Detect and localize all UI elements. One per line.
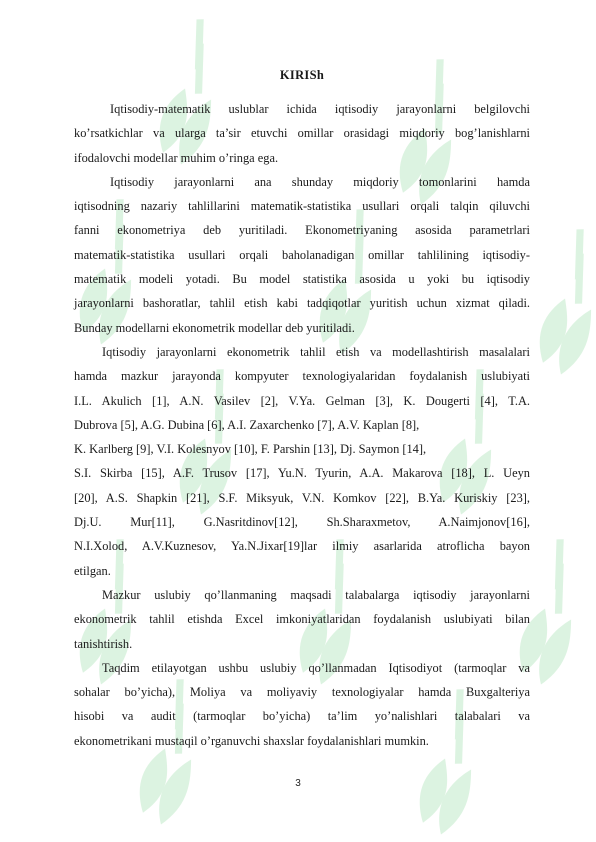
text-line: hamda mazkur jarayonda kompyuter texnologiyalaridan foydalanish uslubiyati [74, 369, 530, 384]
text-line: K. Karlberg [9], V.I. Kolesnyov [10], F. Parshin [13], Dj. Saymon [14], [74, 442, 427, 457]
document-title: KIRISh [279, 68, 325, 82]
text-line: ekonometrikani mustaqil o’rganuvchi shaxslar foydalanishlari mumkin. [74, 733, 429, 748]
paragraph [74, 583, 530, 656]
paragraph [74, 656, 530, 753]
text-line: iqtisodning nazariy tahlillarini matematik-statistika usullari orqali talqin qiluvchi [74, 199, 530, 214]
text-line: etilgan. [74, 563, 111, 578]
text-line: Iqtisodiy-matematik uslublar ichida iqtisodiy jarayonlarni belgilovchi [110, 102, 530, 116]
text-line: Mazkur uslubiy qo’llanmaning maqsadi talabalarga iqtisodiy jarayonlarni [102, 587, 530, 602]
text-line: matematik-statistika usullari orqali baholanadigan omillar tahlilining iqtisodiy- [74, 247, 530, 262]
document-body [74, 68, 530, 753]
text-line: fanni ekonometriya deb yuritiladi. Ekonometriyaning asosida parametrlari [74, 223, 530, 238]
text-line: tanishtirish. [74, 636, 133, 651]
text-line: sohalar bo’yicha), Moliya va moliyaviy texnologiyalar hamda Buxgalteriya [74, 685, 530, 700]
text-line: ekonometrik tahlil etishda Excel imkoniyatlaridan foydalanish uslubiyati bilan [74, 612, 530, 627]
paragraph [74, 340, 530, 583]
text-line: N.I.Xolod, A.V.Kuznesov, Ya.N.Jixar[19]lar ilmiy asarlarida atroflicha bayon [74, 539, 530, 554]
text-line: Taqdim etilayotgan ushbu uslubiy qo’llanmadan Iqtisodiyot (tarmoqlar va [102, 660, 530, 675]
paragraph [74, 170, 530, 340]
text-line: Iqtisodiy jarayonlarni ana shunday miqdoriy tomonlarini hamda [110, 174, 530, 189]
text-line: S.I. Skirba [15], A.F. Trusov [17], Yu.N. Tyurin, A.A. Makarova [18], L. Ueyn [74, 466, 530, 481]
text-line: hisobi va audit (tarmoqlar bo’yicha) ta’lim yo’nalishlari talabalari va [74, 709, 530, 724]
text-line: Dubrova [5], A.G. Dubina [6], A.I. Zaxarchenko [7], A.V. Kaplan [8], [74, 417, 420, 432]
text-line: [20], A.S. Shapkin [21], S.F. Miksyuk, V.N. Komkov [22], B.Ya. Kuriskiy [23], [74, 490, 530, 505]
text-line: jarayonlarni bashoratlar, tahlil etish kabi tadqiqotlar yuritish uchun xizmat qiladi. [74, 296, 530, 311]
text-line: Iqtisodiy jarayonlarni ekonometrik tahlil etish va modellashtirish masalalari [102, 344, 530, 359]
page-number: 3 [295, 778, 301, 789]
text-line: ifodalovchi modellar muhim o’ringa ega. [74, 150, 279, 165]
text-line: matematik modeli yotadi. Bu model statistika asosida u yoki bu iqtisodiy [74, 272, 530, 287]
paragraph [74, 97, 530, 170]
text-line: Dj.U. Mur[11], G.Nasritdinov[12], Sh.Sharaxmetov, A.Naimjonov[16], [74, 515, 530, 530]
text-line: Bunday modellarni ekonometrik modellar deb yuritiladi. [74, 320, 355, 335]
text-line: I.L. Akulich [1], A.N. Vasilev [2], V.Ya. Gelman [3], K. Dougerti [4], T.A. [74, 393, 530, 408]
text-line: ko’rsatkichlar va ularga ta’sir etuvchi omillar orasidagi miqdoriy bog’lanishlarni [74, 126, 530, 141]
